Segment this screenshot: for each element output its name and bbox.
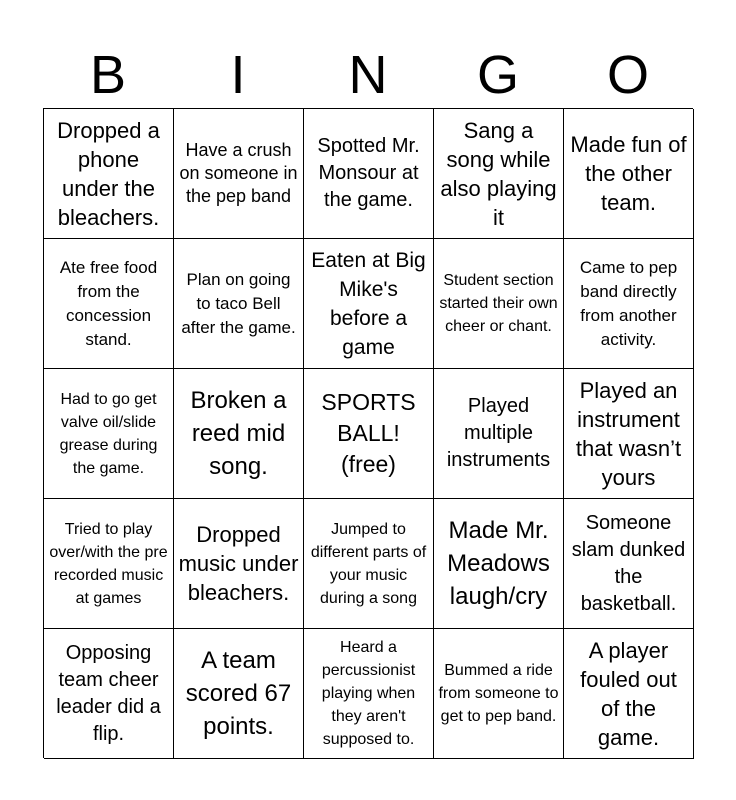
bingo-cell-text: Jumped to different parts of your music during a song — [310, 520, 427, 607]
bingo-cell[interactable] — [564, 369, 694, 499]
bingo-cell[interactable] — [174, 109, 304, 239]
bingo-cell-text: Plan on going to taco Bell after the game. — [181, 269, 296, 337]
bingo-cell[interactable] — [44, 499, 174, 629]
bingo-cell[interactable] — [434, 369, 564, 499]
bingo-title — [43, 40, 693, 110]
bingo-cell-text: Broken a reed mid song. — [190, 387, 287, 480]
bingo-cell-text: Played an instrument that wasn’t yours — [575, 377, 682, 490]
bingo-cell-text: Have a crush on someone in the pep band — [179, 140, 298, 206]
bingo-cell[interactable] — [44, 109, 174, 239]
bingo-cell-text: Made Mr. Meadows laugh/cry — [447, 517, 550, 610]
bingo-cell-text: Came to pep band directly from another activity. — [579, 257, 678, 349]
free-space-text: SPORTS BALL! (free) — [321, 389, 416, 477]
bingo-cell-text: Someone slam dunked the basketball. — [571, 511, 686, 615]
bingo-cell-text: Opposing team cheer leader did a flip. — [56, 641, 161, 745]
title-letter-n: N — [348, 45, 388, 105]
bingo-cell[interactable] — [304, 629, 434, 759]
bingo-cell-text: Bummed a ride from someone to get to pep band. — [438, 662, 559, 725]
free-space[interactable] — [304, 369, 434, 499]
title-letter-b: B — [89, 45, 127, 105]
bingo-cell[interactable] — [304, 499, 434, 629]
bingo-cell-text: Student section started their own cheer or chant. — [439, 272, 558, 335]
bingo-cell-text: Tried to play over/with the pre recorded music at games — [49, 520, 168, 607]
bingo-cell-text: Played multiple instruments — [446, 395, 551, 471]
bingo-cell[interactable] — [564, 629, 694, 759]
bingo-cell[interactable] — [174, 629, 304, 759]
bingo-cell[interactable] — [304, 239, 434, 369]
bingo-cell[interactable] — [564, 499, 694, 629]
bingo-cell[interactable] — [434, 109, 564, 239]
bingo-cell[interactable] — [304, 109, 434, 239]
bingo-cell[interactable] — [434, 499, 564, 629]
bingo-cell-text: Spotted Mr. Monsour at the game. — [317, 135, 420, 211]
bingo-cell[interactable] — [564, 109, 694, 239]
bingo-cell[interactable] — [174, 499, 304, 629]
bingo-cell-text: A team scored 67 points. — [185, 647, 292, 740]
bingo-cell[interactable] — [564, 239, 694, 369]
bingo-cell[interactable] — [434, 629, 564, 759]
bingo-cell-text: Dropped music under bleachers. — [178, 522, 299, 605]
bingo-cell-text: A player fouled out of the game. — [580, 637, 677, 750]
bingo-cell-text: Eaten at Big Mike's before a game — [311, 248, 426, 359]
title-letter-i: I — [230, 45, 246, 105]
bingo-cell-text: Ate free food from the concession stand. — [59, 257, 158, 349]
bingo-cell[interactable] — [174, 369, 304, 499]
bingo-cell-text: Made fun of the other team. — [570, 132, 687, 215]
bingo-cell[interactable] — [44, 239, 174, 369]
bingo-cell[interactable] — [174, 239, 304, 369]
bingo-cell-text: Heard a percussionist playing when they aren't supposed to. — [321, 639, 416, 748]
title-letter-o: O — [606, 45, 649, 105]
bingo-cell-text: Had to go get valve oil/slide grease during the game. — [59, 390, 158, 477]
bingo-cell[interactable] — [44, 369, 174, 499]
bingo-cell-text: Sang a song while also playing it — [440, 117, 557, 230]
bingo-cell-text: Dropped a phone under the bleachers. — [57, 117, 160, 230]
title-letter-g: G — [476, 45, 519, 105]
bingo-card — [43, 108, 693, 758]
bingo-cell[interactable] — [434, 239, 564, 369]
bingo-cell[interactable] — [44, 629, 174, 759]
